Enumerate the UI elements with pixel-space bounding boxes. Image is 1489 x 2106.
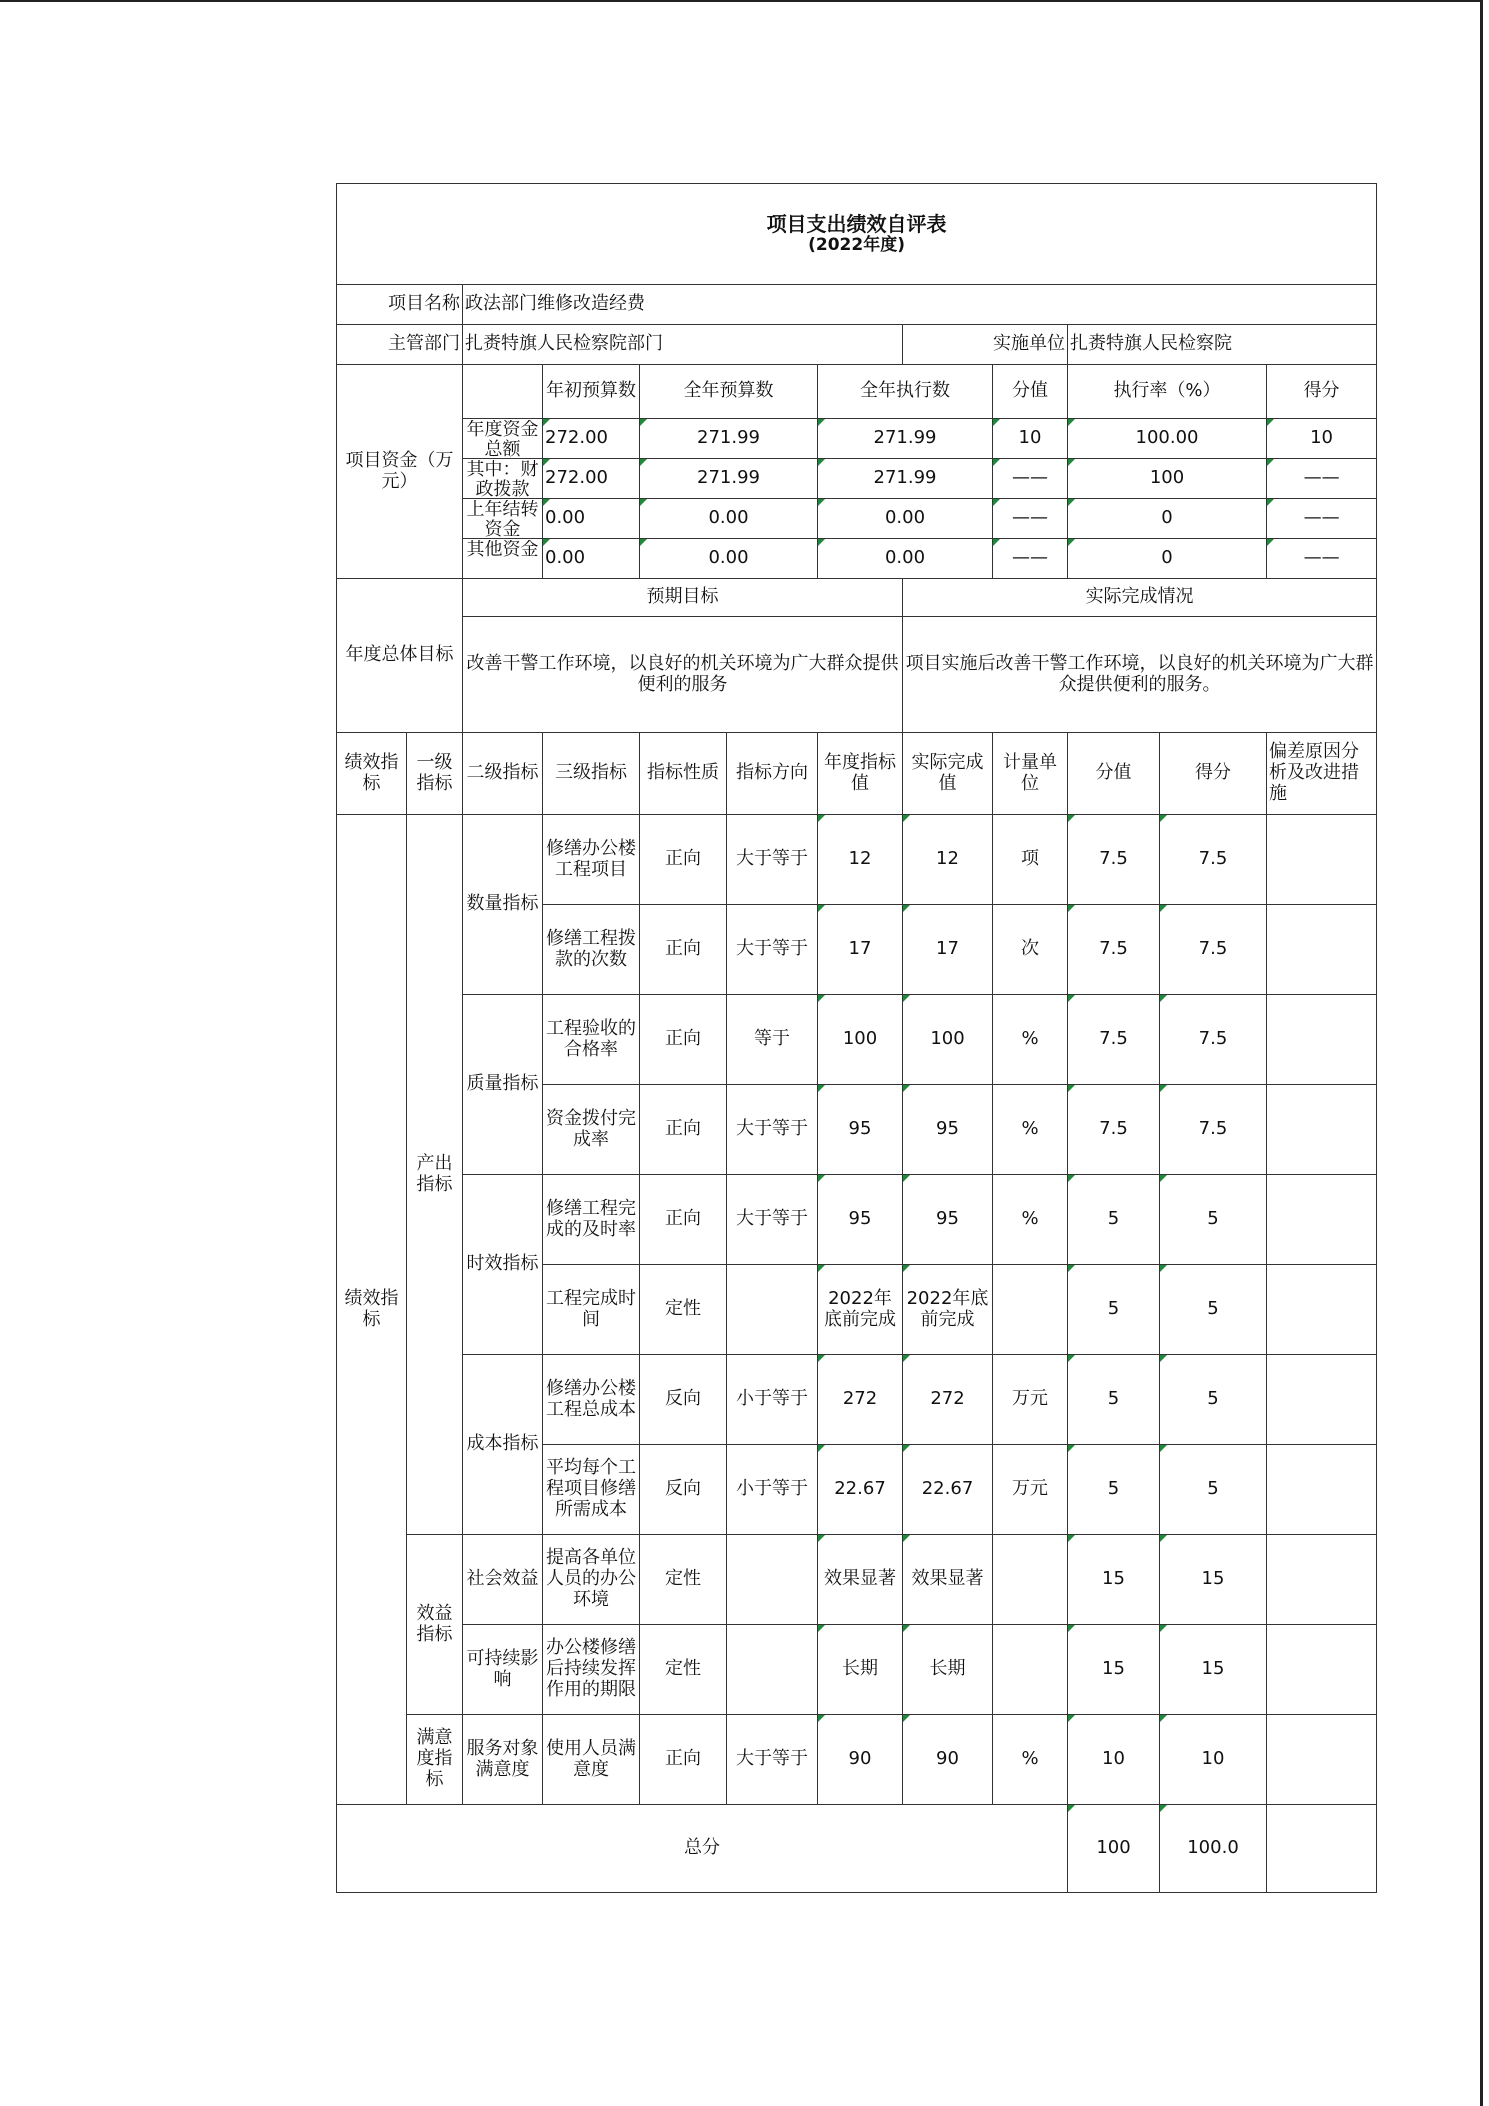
actual: 95 bbox=[903, 1085, 993, 1175]
form-year: (2022年度) bbox=[808, 234, 905, 255]
level2-sustainable: 可持续影响 bbox=[463, 1625, 543, 1715]
score: 5 bbox=[1160, 1445, 1267, 1535]
actual-text: 项目实施后改善干警工作环境，以良好的机关环境为广大群众提供便利的服务。 bbox=[903, 617, 1377, 733]
score-value: 15 bbox=[1068, 1535, 1160, 1625]
unit: 次 bbox=[993, 905, 1068, 995]
level3: 修缮工程拨款的次数 bbox=[543, 905, 640, 995]
score-value: 5 bbox=[1068, 1355, 1160, 1445]
unit: % bbox=[993, 1085, 1068, 1175]
target: 272 bbox=[818, 1355, 903, 1445]
actual: 17 bbox=[903, 905, 993, 995]
fund-executed: 271.99 bbox=[818, 419, 993, 459]
score: 5 bbox=[1160, 1175, 1267, 1265]
unit: 万元 bbox=[993, 1445, 1068, 1535]
level3: 平均每个工程项目修缮所需成本 bbox=[543, 1445, 640, 1535]
nature: 正向 bbox=[640, 815, 727, 905]
actual: 22.67 bbox=[903, 1445, 993, 1535]
fund-score-value: —— bbox=[993, 459, 1068, 499]
fund-rate: 100.00 bbox=[1068, 419, 1267, 459]
fund-rate: 0 bbox=[1068, 539, 1267, 579]
actual: 95 bbox=[903, 1175, 993, 1265]
fund-rate: 100 bbox=[1068, 459, 1267, 499]
direction bbox=[727, 1265, 818, 1355]
target: 95 bbox=[818, 1175, 903, 1265]
nature: 正向 bbox=[640, 905, 727, 995]
target: 2022年底前完成 bbox=[818, 1265, 903, 1355]
project-name-value: 政法部门维修改造经费 bbox=[463, 285, 1377, 325]
deviation bbox=[1267, 1175, 1377, 1265]
total-label: 总分 bbox=[337, 1805, 1068, 1893]
project-name-label: 项目名称 bbox=[337, 285, 463, 325]
total-score: 100.0 bbox=[1160, 1805, 1267, 1893]
fund-header: 全年执行数 bbox=[818, 365, 993, 419]
dept-label: 主管部门 bbox=[337, 325, 463, 365]
fund-initial: 0.00 bbox=[543, 539, 640, 579]
ind-header: 二级指标 bbox=[463, 733, 543, 815]
target: 12 bbox=[818, 815, 903, 905]
level3: 资金拨付完成率 bbox=[543, 1085, 640, 1175]
fund-rate: 0 bbox=[1068, 499, 1267, 539]
ind-header: 三级指标 bbox=[543, 733, 640, 815]
score-value: 5 bbox=[1068, 1175, 1160, 1265]
target: 22.67 bbox=[818, 1445, 903, 1535]
total-deviation bbox=[1267, 1805, 1377, 1893]
expected-label: 预期目标 bbox=[463, 579, 903, 617]
funds-header-blank bbox=[463, 365, 543, 419]
score-value: 5 bbox=[1068, 1265, 1160, 1355]
target: 95 bbox=[818, 1085, 903, 1175]
performance-self-evaluation-table bbox=[336, 183, 1377, 1893]
total-value: 100 bbox=[1068, 1805, 1160, 1893]
unit: % bbox=[993, 995, 1068, 1085]
score: 7.5 bbox=[1160, 905, 1267, 995]
impl-value: 扎赉特旗人民检察院 bbox=[1068, 325, 1377, 365]
target: 17 bbox=[818, 905, 903, 995]
actual: 2022年底前完成 bbox=[903, 1265, 993, 1355]
nature: 定性 bbox=[640, 1535, 727, 1625]
score-value: 7.5 bbox=[1068, 1085, 1160, 1175]
dept-value: 扎赉特旗人民检察院部门 bbox=[463, 325, 903, 365]
deviation bbox=[1267, 1625, 1377, 1715]
direction bbox=[727, 1625, 818, 1715]
level2-service: 服务对象满意度 bbox=[463, 1715, 543, 1805]
actual: 长期 bbox=[903, 1625, 993, 1715]
fund-executed: 0.00 bbox=[818, 539, 993, 579]
fund-score-value: 10 bbox=[993, 419, 1068, 459]
nature: 反向 bbox=[640, 1445, 727, 1535]
fund-annual: 271.99 bbox=[640, 459, 818, 499]
ind-header: 绩效指标 bbox=[337, 733, 407, 815]
fund-header: 执行率（%） bbox=[1068, 365, 1267, 419]
fund-annual: 271.99 bbox=[640, 419, 818, 459]
deviation bbox=[1267, 815, 1377, 905]
ind-header: 一级指标 bbox=[407, 733, 463, 815]
nature: 定性 bbox=[640, 1265, 727, 1355]
fund-score: —— bbox=[1267, 539, 1377, 579]
deviation bbox=[1267, 1715, 1377, 1805]
direction: 大于等于 bbox=[727, 1085, 818, 1175]
nature: 正向 bbox=[640, 995, 727, 1085]
unit: 万元 bbox=[993, 1355, 1068, 1445]
unit bbox=[993, 1265, 1068, 1355]
expected-text: 改善干警工作环境，以良好的机关环境为广大群众提供便利的服务 bbox=[463, 617, 903, 733]
goal-label: 年度总体目标 bbox=[337, 579, 463, 733]
fund-row-label: 其他资金 bbox=[466, 539, 539, 560]
fund-initial: 272.00 bbox=[543, 459, 640, 499]
target: 长期 bbox=[818, 1625, 903, 1715]
deviation bbox=[1267, 1445, 1377, 1535]
funds-label: 项目资金（万元） bbox=[337, 365, 463, 579]
perf-label: 绩效指标 bbox=[337, 815, 407, 1805]
nature: 定性 bbox=[640, 1625, 727, 1715]
fund-annual: 0.00 bbox=[640, 539, 818, 579]
unit: % bbox=[993, 1175, 1068, 1265]
deviation bbox=[1267, 905, 1377, 995]
fund-executed: 271.99 bbox=[818, 459, 993, 499]
score: 7.5 bbox=[1160, 1085, 1267, 1175]
score: 15 bbox=[1160, 1625, 1267, 1715]
level3: 修缮办公楼工程总成本 bbox=[543, 1355, 640, 1445]
level2-timeliness: 时效指标 bbox=[463, 1175, 543, 1355]
fund-score-value: —— bbox=[993, 499, 1068, 539]
score-value: 7.5 bbox=[1068, 995, 1160, 1085]
score-value: 7.5 bbox=[1068, 815, 1160, 905]
fund-score: —— bbox=[1267, 459, 1377, 499]
nature: 正向 bbox=[640, 1085, 727, 1175]
nature: 正向 bbox=[640, 1175, 727, 1265]
direction: 大于等于 bbox=[727, 1715, 818, 1805]
unit: 项 bbox=[993, 815, 1068, 905]
level3: 修缮工程完成的及时率 bbox=[543, 1175, 640, 1265]
actual: 272 bbox=[903, 1355, 993, 1445]
level3: 修缮办公楼工程项目 bbox=[543, 815, 640, 905]
impl-label: 实施单位 bbox=[903, 325, 1068, 365]
nature: 反向 bbox=[640, 1355, 727, 1445]
target: 100 bbox=[818, 995, 903, 1085]
level3: 使用人员满意度 bbox=[543, 1715, 640, 1805]
deviation bbox=[1267, 1535, 1377, 1625]
actual: 90 bbox=[903, 1715, 993, 1805]
ind-header: 年度指标值 bbox=[818, 733, 903, 815]
deviation bbox=[1267, 995, 1377, 1085]
score-value: 7.5 bbox=[1068, 905, 1160, 995]
fund-row-label: 年度资金总额 bbox=[466, 419, 539, 458]
score-value: 15 bbox=[1068, 1625, 1160, 1715]
fund-header: 得分 bbox=[1267, 365, 1377, 419]
level1-output: 产出指标 bbox=[407, 815, 463, 1535]
direction: 等于 bbox=[727, 995, 818, 1085]
level2-quality: 质量指标 bbox=[463, 995, 543, 1175]
level3: 工程验收的合格率 bbox=[543, 995, 640, 1085]
actual: 12 bbox=[903, 815, 993, 905]
ind-header: 分值 bbox=[1068, 733, 1160, 815]
level1-satisfaction: 满意度指标 bbox=[407, 1715, 463, 1805]
fund-score-value: —— bbox=[993, 539, 1068, 579]
score: 5 bbox=[1160, 1355, 1267, 1445]
fund-row-label: 上年结转资金 bbox=[466, 499, 539, 538]
ind-header: 指标性质 bbox=[640, 733, 727, 815]
level2-social: 社会效益 bbox=[463, 1535, 543, 1625]
table-title bbox=[337, 184, 1377, 285]
score: 10 bbox=[1160, 1715, 1267, 1805]
direction: 大于等于 bbox=[727, 815, 818, 905]
fund-header: 年初预算数 bbox=[543, 365, 640, 419]
ind-header: 得分 bbox=[1160, 733, 1267, 815]
form-title: 项目支出绩效自评表 bbox=[766, 211, 947, 236]
deviation bbox=[1267, 1085, 1377, 1175]
actual-label: 实际完成情况 bbox=[903, 579, 1377, 617]
fund-header: 分值 bbox=[993, 365, 1068, 419]
target: 90 bbox=[818, 1715, 903, 1805]
level2-cost: 成本指标 bbox=[463, 1355, 543, 1535]
direction: 大于等于 bbox=[727, 905, 818, 995]
actual: 效果显著 bbox=[903, 1535, 993, 1625]
unit: % bbox=[993, 1715, 1068, 1805]
fund-executed: 0.00 bbox=[818, 499, 993, 539]
fund-annual: 0.00 bbox=[640, 499, 818, 539]
direction: 小于等于 bbox=[727, 1445, 818, 1535]
score: 5 bbox=[1160, 1265, 1267, 1355]
level2-quantity: 数量指标 bbox=[463, 815, 543, 995]
score: 15 bbox=[1160, 1535, 1267, 1625]
fund-score: 10 bbox=[1267, 419, 1377, 459]
direction: 大于等于 bbox=[727, 1175, 818, 1265]
actual: 100 bbox=[903, 995, 993, 1085]
unit bbox=[993, 1625, 1068, 1715]
target: 效果显著 bbox=[818, 1535, 903, 1625]
fund-initial: 272.00 bbox=[543, 419, 640, 459]
score-value: 5 bbox=[1068, 1445, 1160, 1535]
ind-header: 指标方向 bbox=[727, 733, 818, 815]
fund-row-label: 其中：财政拨款 bbox=[466, 459, 539, 498]
level3: 工程完成时间 bbox=[543, 1265, 640, 1355]
direction bbox=[727, 1535, 818, 1625]
ind-header: 计量单位 bbox=[993, 733, 1068, 815]
fund-header: 全年预算数 bbox=[640, 365, 818, 419]
level1-benefit: 效益指标 bbox=[407, 1535, 463, 1715]
ind-header: 实际完成值 bbox=[903, 733, 993, 815]
fund-initial: 0.00 bbox=[543, 499, 640, 539]
deviation bbox=[1267, 1265, 1377, 1355]
ind-header: 偏差原因分析及改进措施 bbox=[1267, 733, 1377, 815]
level3: 办公楼修缮后持续发挥作用的期限 bbox=[543, 1625, 640, 1715]
unit bbox=[993, 1535, 1068, 1625]
deviation bbox=[1267, 1355, 1377, 1445]
score: 7.5 bbox=[1160, 995, 1267, 1085]
level3: 提高各单位人员的办公环境 bbox=[543, 1535, 640, 1625]
nature: 正向 bbox=[640, 1715, 727, 1805]
fund-score: —— bbox=[1267, 499, 1377, 539]
direction: 小于等于 bbox=[727, 1355, 818, 1445]
score: 7.5 bbox=[1160, 815, 1267, 905]
score-value: 10 bbox=[1068, 1715, 1160, 1805]
